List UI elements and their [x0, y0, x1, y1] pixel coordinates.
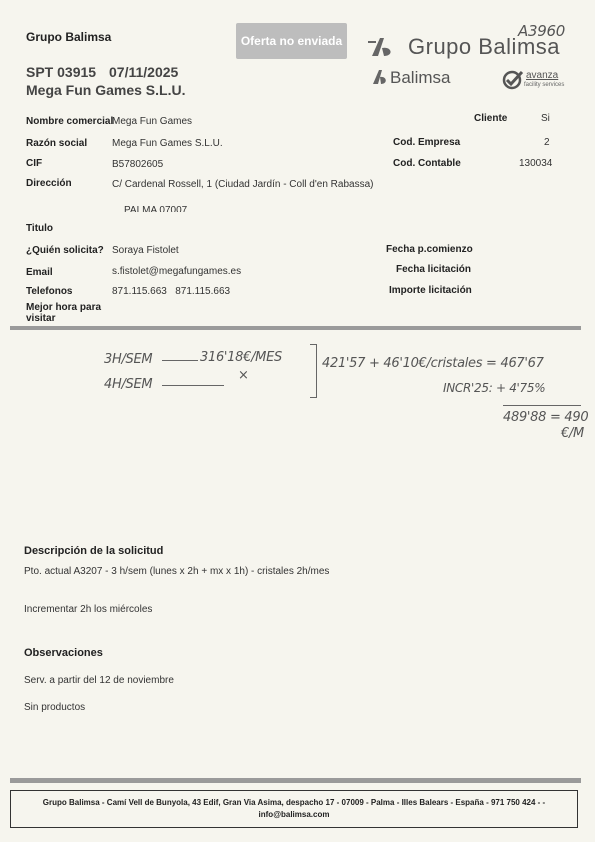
- cif-label: CIF: [26, 158, 43, 169]
- balimsa-logo-text: Grupo Balimsa: [408, 34, 561, 59]
- cod-empresa-value: 2: [544, 137, 550, 148]
- avanza-logo-subtext: facility services: [524, 82, 565, 88]
- descripcion-line-2: Incrementar 2h los miércoles: [24, 604, 153, 615]
- balimsa-sub-logo-icon: [370, 68, 390, 86]
- handwritten-bracket: [310, 344, 317, 398]
- descripcion-heading: Descripción de la solicitud: [24, 545, 164, 557]
- mejor-hora-label: Mejor hora para visitar: [26, 302, 102, 324]
- direccion-value: C/ Cardenal Rossell, 1 (Ciudad Jardín - Coll d'en Rabassa): [112, 179, 374, 190]
- nombre-comercial-value: Mega Fun Games: [112, 116, 193, 127]
- fecha-comienzo-label: Fecha p.comienzo: [386, 244, 473, 255]
- footer-email: info@balimsa.com: [258, 810, 330, 819]
- observaciones-heading: Observaciones: [24, 647, 103, 659]
- fecha-licitacion-label: Fecha licitación: [396, 264, 472, 275]
- handwritten-underline: [503, 405, 581, 406]
- razon-social-value: Mega Fun Games S.L.U.: [112, 138, 223, 149]
- cod-contable-label: Cod. Contable: [393, 158, 461, 169]
- cod-empresa-label: Cod. Empresa: [393, 137, 461, 148]
- handwritten-cross: ×: [238, 368, 249, 383]
- cif-value: B57802605: [112, 159, 164, 170]
- telefonos-value: 871.115.663 871.115.663: [112, 286, 231, 297]
- email-label: Email: [26, 267, 53, 278]
- email-value: s.fistolet@megafungames.es: [112, 266, 242, 277]
- section-divider-top: [10, 326, 581, 330]
- handwritten-code: A3960: [518, 22, 565, 40]
- document-date: 07/11/2025: [109, 64, 179, 80]
- observaciones-line-2: Sin productos: [24, 702, 86, 713]
- telefonos-label: Telefonos: [26, 286, 73, 297]
- handwritten-increment: INCR'25: + 4'75%: [443, 381, 546, 395]
- handwritten-hours-1: 3H/SEM: [104, 352, 153, 367]
- handwritten-dash-2: [162, 385, 224, 386]
- cod-contable-value: 130034: [519, 158, 553, 169]
- reference-number: SPT 03915: [26, 64, 97, 80]
- handwritten-price-1: 316'18€/MES: [200, 350, 282, 365]
- direccion-city-value: PALMA 07007: [124, 206, 188, 212]
- cliente-label: Cliente: [474, 113, 508, 124]
- client-title: Mega Fun Games S.L.U.: [26, 82, 186, 98]
- section-divider-bottom: [10, 778, 581, 783]
- cliente-value: Si: [541, 113, 550, 124]
- direccion-label: Dirección: [26, 178, 72, 189]
- razon-social-label: Razón social: [26, 138, 88, 149]
- titulo-label: Titulo: [26, 223, 54, 234]
- handwritten-result: 489'88 = 490: [503, 410, 589, 425]
- footer: [10, 790, 578, 828]
- company-name: Grupo Balimsa: [26, 30, 112, 44]
- handwritten-formula: 421'57 + 46'10€/cristales = 467'67: [322, 356, 544, 371]
- observaciones-line-1: Serv. a partir del 12 de noviembre: [24, 675, 174, 686]
- balimsa-sub-logo-text: Balimsa: [390, 68, 451, 87]
- handwritten-hours-2: 4H/SEM: [104, 377, 153, 392]
- balimsa-logo-main: [366, 34, 398, 65]
- handwritten-dash-1: [162, 360, 198, 361]
- quien-solicita-value: Soraya Fistolet: [112, 245, 179, 256]
- avanza-check-icon: [502, 70, 524, 90]
- nombre-comercial-label: Nombre comercial: [26, 116, 114, 127]
- balimsa-logo-icon: [366, 34, 398, 60]
- footer-address: Grupo Balimsa - Camí Vell de Bunyola, 43 Edif, Gran Via Asima, despacho 17 - 07009 - Palma - Illes Balears - España - 971 750 424 - -: [42, 798, 546, 807]
- balimsa-sub-logo: [370, 68, 390, 91]
- descripcion-line-1: Pto. actual A3207 - 3 h/sem (lunes x 2h + mx x 1h) - cristales 2h/mes: [24, 566, 330, 577]
- handwritten-result-unit: €/M: [561, 426, 584, 441]
- avanza-logo: [502, 70, 524, 95]
- avanza-logo-text: avanza: [526, 70, 559, 81]
- status-badge: Oferta no enviada: [236, 23, 347, 59]
- importe-licitacion-label: Importe licitación: [389, 285, 472, 296]
- quien-solicita-label: ¿Quién solicita?: [26, 245, 104, 256]
